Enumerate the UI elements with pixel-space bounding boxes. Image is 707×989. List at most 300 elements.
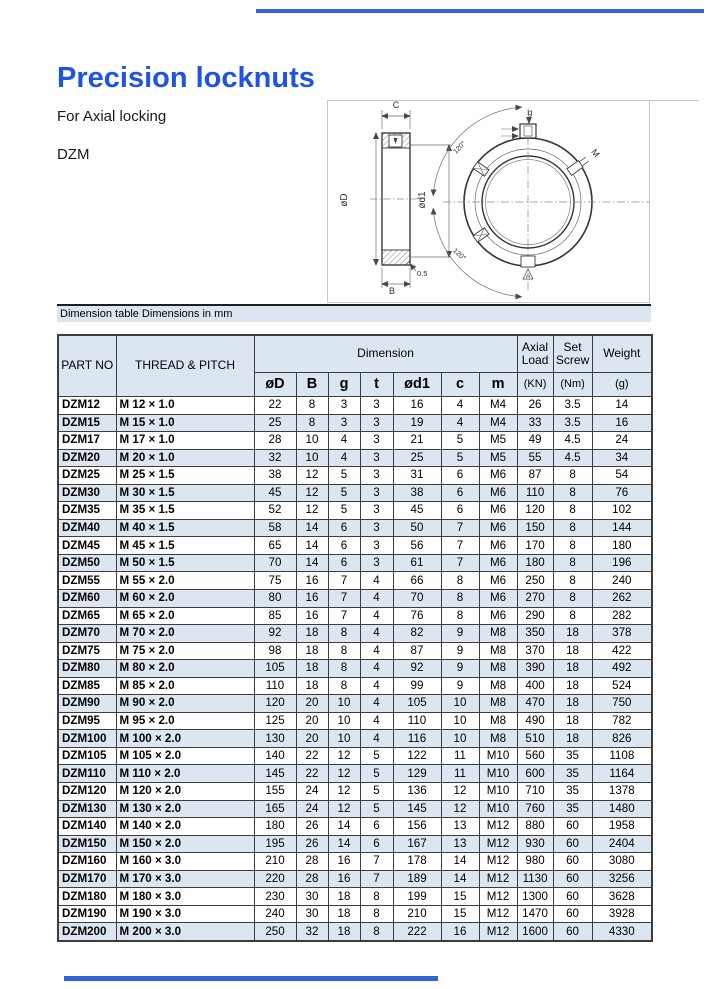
value-cell: 24 <box>592 432 652 450</box>
value-cell: 35 <box>553 765 592 783</box>
thread-pitch-cell: M 85 × 2.0 <box>116 677 254 695</box>
value-cell: 8 <box>553 607 592 625</box>
value-cell: M12 <box>479 888 517 906</box>
value-cell: 60 <box>553 835 592 853</box>
value-cell: 4 <box>441 414 479 432</box>
value-cell: 524 <box>592 677 652 695</box>
value-cell: 20 <box>296 730 328 748</box>
value-cell: 8 <box>360 905 393 923</box>
value-cell: 230 <box>254 888 296 906</box>
value-cell: 18 <box>553 642 592 660</box>
value-cell: 34 <box>592 449 652 467</box>
value-cell: 18 <box>296 642 328 660</box>
value-cell: 9 <box>441 642 479 660</box>
col-header-m: m <box>479 373 517 397</box>
value-cell: 26 <box>517 397 553 415</box>
value-cell: M5 <box>479 449 517 467</box>
value-cell: 930 <box>517 835 553 853</box>
value-cell: 250 <box>517 572 553 590</box>
value-cell: 240 <box>592 572 652 590</box>
thread-pitch-cell: M 110 × 2.0 <box>116 765 254 783</box>
thread-pitch-cell: M 105 × 2.0 <box>116 747 254 765</box>
value-cell: 6 <box>441 484 479 502</box>
value-cell: 19 <box>393 414 441 432</box>
value-cell: M8 <box>479 712 517 730</box>
value-cell: 490 <box>517 712 553 730</box>
value-cell: M6 <box>479 554 517 572</box>
value-cell: 470 <box>517 695 553 713</box>
value-cell: 220 <box>254 870 296 888</box>
dim-label-b: B <box>388 286 396 296</box>
value-cell: M8 <box>479 695 517 713</box>
value-cell: 70 <box>393 590 441 608</box>
value-cell: 8 <box>328 660 360 678</box>
value-cell: 20 <box>296 695 328 713</box>
value-cell: M5 <box>479 432 517 450</box>
value-cell: 4 <box>360 607 393 625</box>
value-cell: 11 <box>441 747 479 765</box>
part-no-cell: DZM80 <box>58 660 116 678</box>
value-cell: 6 <box>441 502 479 520</box>
thread-pitch-cell: M 160 × 3.0 <box>116 853 254 871</box>
value-cell: 5 <box>441 432 479 450</box>
value-cell: 4330 <box>592 923 652 941</box>
value-cell: 61 <box>393 554 441 572</box>
value-cell: 3 <box>360 414 393 432</box>
value-cell: 710 <box>517 783 553 801</box>
table-row <box>58 590 652 608</box>
value-cell: 1600 <box>517 923 553 941</box>
value-cell: 4.5 <box>553 432 592 450</box>
value-cell: 13 <box>441 835 479 853</box>
angle-label-upper: 120° <box>452 140 468 156</box>
value-cell: 5 <box>360 800 393 818</box>
table-row <box>58 923 652 941</box>
value-cell: 70 <box>254 554 296 572</box>
value-cell: 210 <box>393 905 441 923</box>
value-cell: 125 <box>254 712 296 730</box>
value-cell: 6 <box>360 818 393 836</box>
value-cell: 85 <box>254 607 296 625</box>
part-no-cell: DZM160 <box>58 853 116 871</box>
value-cell: 16 <box>296 572 328 590</box>
value-cell: 31 <box>393 467 441 485</box>
value-cell: 12 <box>441 783 479 801</box>
value-cell: 35 <box>553 800 592 818</box>
value-cell: 8 <box>553 537 592 555</box>
table-row <box>58 888 652 906</box>
col-unit-g: (g) <box>592 373 652 397</box>
value-cell: 7 <box>441 554 479 572</box>
value-cell: 3.5 <box>553 397 592 415</box>
dim-label-c: C <box>392 100 400 110</box>
part-no-cell: DZM190 <box>58 905 116 923</box>
value-cell: 3 <box>360 537 393 555</box>
value-cell: 105 <box>254 660 296 678</box>
value-cell: 38 <box>254 467 296 485</box>
value-cell: 4 <box>360 730 393 748</box>
value-cell: 58 <box>254 519 296 537</box>
value-cell: 87 <box>393 642 441 660</box>
part-no-cell: DZM12 <box>58 397 116 415</box>
value-cell: 14 <box>328 835 360 853</box>
value-cell: 12 <box>296 502 328 520</box>
value-cell: 98 <box>254 642 296 660</box>
thread-pitch-cell: M 30 × 1.5 <box>116 484 254 502</box>
value-cell: 4 <box>360 572 393 590</box>
value-cell: 8 <box>553 467 592 485</box>
value-cell: 760 <box>517 800 553 818</box>
value-cell: 5 <box>360 747 393 765</box>
value-cell: 8 <box>441 572 479 590</box>
drawing-frame-rule <box>650 100 699 101</box>
value-cell: 7 <box>328 572 360 590</box>
value-cell: 18 <box>328 923 360 941</box>
value-cell: 60 <box>553 870 592 888</box>
value-cell: 145 <box>254 765 296 783</box>
value-cell: 1470 <box>517 905 553 923</box>
table-row <box>58 449 652 467</box>
value-cell: 8 <box>553 502 592 520</box>
value-cell: 87 <box>517 467 553 485</box>
part-no-cell: DZM90 <box>58 695 116 713</box>
value-cell: 33 <box>517 414 553 432</box>
value-cell: 28 <box>296 853 328 871</box>
value-cell: 290 <box>517 607 553 625</box>
value-cell: 16 <box>296 607 328 625</box>
value-cell: 282 <box>592 607 652 625</box>
thread-pitch-cell: M 190 × 3.0 <box>116 905 254 923</box>
value-cell: 30 <box>296 905 328 923</box>
value-cell: 145 <box>393 800 441 818</box>
table-row <box>58 747 652 765</box>
col-header-oD: øD <box>254 373 296 397</box>
value-cell: 18 <box>296 660 328 678</box>
value-cell: 199 <box>393 888 441 906</box>
col-unit-nm: (Nm) <box>553 373 592 397</box>
value-cell: 16 <box>592 414 652 432</box>
value-cell: 782 <box>592 712 652 730</box>
value-cell: 55 <box>517 449 553 467</box>
value-cell: 8 <box>328 642 360 660</box>
value-cell: 8 <box>441 607 479 625</box>
thread-pitch-cell: M 15 × 1.0 <box>116 414 254 432</box>
value-cell: 165 <box>254 800 296 818</box>
technical-drawing <box>325 96 655 306</box>
value-cell: 8 <box>296 414 328 432</box>
value-cell: 370 <box>517 642 553 660</box>
value-cell: 5 <box>360 765 393 783</box>
value-cell: 3 <box>360 519 393 537</box>
part-no-cell: DZM25 <box>58 467 116 485</box>
value-cell: 25 <box>254 414 296 432</box>
value-cell: 92 <box>393 660 441 678</box>
value-cell: 750 <box>592 695 652 713</box>
header-rule <box>256 9 704 13</box>
part-no-cell: DZM50 <box>58 554 116 572</box>
thread-pitch-cell: M 90 × 2.0 <box>116 695 254 713</box>
value-cell: 560 <box>517 747 553 765</box>
thread-pitch-cell: M 55 × 2.0 <box>116 572 254 590</box>
part-no-cell: DZM140 <box>58 818 116 836</box>
value-cell: 3 <box>360 397 393 415</box>
value-cell: 18 <box>328 905 360 923</box>
value-cell: 8 <box>360 923 393 941</box>
value-cell: M10 <box>479 747 517 765</box>
value-cell: 20 <box>296 712 328 730</box>
part-no-cell: DZM170 <box>58 870 116 888</box>
value-cell: 5 <box>328 484 360 502</box>
value-cell: 120 <box>254 695 296 713</box>
part-no-cell: DZM15 <box>58 414 116 432</box>
table-row <box>58 853 652 871</box>
value-cell: M10 <box>479 765 517 783</box>
value-cell: M12 <box>479 835 517 853</box>
value-cell: 11 <box>441 765 479 783</box>
value-cell: 102 <box>592 502 652 520</box>
thread-pitch-cell: M 95 × 2.0 <box>116 712 254 730</box>
value-cell: 65 <box>254 537 296 555</box>
value-cell: 24 <box>296 800 328 818</box>
value-cell: M6 <box>479 607 517 625</box>
value-cell: 129 <box>393 765 441 783</box>
value-cell: 13 <box>441 818 479 836</box>
value-cell: 22 <box>296 765 328 783</box>
value-cell: 189 <box>393 870 441 888</box>
value-cell: 3 <box>328 414 360 432</box>
value-cell: 7 <box>328 607 360 625</box>
value-cell: 150 <box>517 519 553 537</box>
table-row <box>58 905 652 923</box>
value-cell: 12 <box>328 747 360 765</box>
front-view <box>443 108 649 292</box>
value-cell: 116 <box>393 730 441 748</box>
value-cell: M8 <box>479 660 517 678</box>
value-cell: 76 <box>393 607 441 625</box>
value-cell: 16 <box>328 853 360 871</box>
value-cell: M8 <box>479 625 517 643</box>
table-row <box>58 800 652 818</box>
value-cell: 16 <box>441 923 479 941</box>
value-cell: M12 <box>479 870 517 888</box>
value-cell: 4 <box>360 625 393 643</box>
value-cell: 35 <box>553 783 592 801</box>
value-cell: 492 <box>592 660 652 678</box>
part-no-cell: DZM110 <box>58 765 116 783</box>
value-cell: 390 <box>517 660 553 678</box>
value-cell: 110 <box>393 712 441 730</box>
value-cell: 120 <box>517 502 553 520</box>
value-cell: 5 <box>441 449 479 467</box>
col-header-axial-load: Axial Load <box>517 335 553 373</box>
table-row <box>58 625 652 643</box>
value-cell: 18 <box>553 730 592 748</box>
thread-pitch-cell: M 130 × 2.0 <box>116 800 254 818</box>
thread-pitch-cell: M 70 × 2.0 <box>116 625 254 643</box>
part-no-cell: DZM20 <box>58 449 116 467</box>
table-row <box>58 835 652 853</box>
value-cell: 9 <box>441 625 479 643</box>
value-cell: 35 <box>553 747 592 765</box>
value-cell: 8 <box>441 590 479 608</box>
value-cell: M12 <box>479 853 517 871</box>
value-cell: 24 <box>296 783 328 801</box>
value-cell: 16 <box>328 870 360 888</box>
part-no-cell: DZM120 <box>58 783 116 801</box>
value-cell: 6 <box>328 537 360 555</box>
value-cell: 22 <box>254 397 296 415</box>
table-row <box>58 712 652 730</box>
series-code: DZM <box>57 146 90 163</box>
value-cell: 3 <box>360 484 393 502</box>
thread-pitch-cell: M 65 × 2.0 <box>116 607 254 625</box>
value-cell: 3 <box>360 467 393 485</box>
value-cell: 12 <box>328 800 360 818</box>
thread-pitch-cell: M 75 × 2.0 <box>116 642 254 660</box>
part-no-cell: DZM180 <box>58 888 116 906</box>
value-cell: 510 <box>517 730 553 748</box>
thread-pitch-cell: M 25 × 1.5 <box>116 467 254 485</box>
value-cell: M6 <box>479 502 517 520</box>
value-cell: M4 <box>479 414 517 432</box>
dimension-table-wrap <box>57 334 653 942</box>
value-cell: 10 <box>296 432 328 450</box>
part-no-cell: DZM60 <box>58 590 116 608</box>
value-cell: M6 <box>479 484 517 502</box>
value-cell: 170 <box>517 537 553 555</box>
value-cell: 12 <box>296 467 328 485</box>
col-header-weight: Weight <box>592 335 652 373</box>
value-cell: 4 <box>328 449 360 467</box>
thread-pitch-cell: M 60 × 2.0 <box>116 590 254 608</box>
value-cell: 6 <box>328 519 360 537</box>
col-header-od1: ød1 <box>393 373 441 397</box>
value-cell: 22 <box>296 747 328 765</box>
value-cell: 18 <box>553 695 592 713</box>
value-cell: 422 <box>592 642 652 660</box>
table-row <box>58 695 652 713</box>
value-cell: 14 <box>441 853 479 871</box>
table-row <box>58 607 652 625</box>
value-cell: 10 <box>328 730 360 748</box>
thread-pitch-cell: M 180 × 3.0 <box>116 888 254 906</box>
value-cell: 110 <box>517 484 553 502</box>
value-cell: 54 <box>592 467 652 485</box>
value-cell: 26 <box>296 835 328 853</box>
table-row <box>58 484 652 502</box>
value-cell: 10 <box>441 730 479 748</box>
part-no-cell: DZM17 <box>58 432 116 450</box>
value-cell: 60 <box>553 923 592 941</box>
thread-pitch-cell: M 50 × 1.5 <box>116 554 254 572</box>
value-cell: 10 <box>441 695 479 713</box>
value-cell: 195 <box>254 835 296 853</box>
value-cell: 32 <box>254 449 296 467</box>
thread-pitch-cell: M 45 × 1.5 <box>116 537 254 555</box>
col-header-c: c <box>441 373 479 397</box>
value-cell: 1378 <box>592 783 652 801</box>
table-row <box>58 730 652 748</box>
value-cell: 180 <box>517 554 553 572</box>
thread-pitch-cell: M 40 × 1.5 <box>116 519 254 537</box>
value-cell: 400 <box>517 677 553 695</box>
value-cell: M6 <box>479 519 517 537</box>
value-cell: 4 <box>360 677 393 695</box>
value-cell: 18 <box>553 677 592 695</box>
dim-label-g: g <box>527 107 533 117</box>
part-no-cell: DZM70 <box>58 625 116 643</box>
value-cell: 45 <box>254 484 296 502</box>
value-cell: 262 <box>592 590 652 608</box>
value-cell: 15 <box>441 888 479 906</box>
value-cell: 25 <box>393 449 441 467</box>
part-no-cell: DZM150 <box>58 835 116 853</box>
dim-label-m: M <box>589 147 602 160</box>
value-cell: 9 <box>441 660 479 678</box>
value-cell: 28 <box>254 432 296 450</box>
value-cell: 76 <box>592 484 652 502</box>
value-cell: 60 <box>553 853 592 871</box>
value-cell: 1130 <box>517 870 553 888</box>
part-no-cell: DZM100 <box>58 730 116 748</box>
value-cell: 8 <box>296 397 328 415</box>
dim-label-od1: ød1 <box>417 191 428 209</box>
value-cell: 66 <box>393 572 441 590</box>
value-cell: 105 <box>393 695 441 713</box>
value-cell: 18 <box>296 677 328 695</box>
value-cell: 8 <box>553 519 592 537</box>
thread-pitch-cell: M 150 × 2.0 <box>116 835 254 853</box>
value-cell: 4 <box>360 695 393 713</box>
part-no-cell: DZM130 <box>58 800 116 818</box>
footer-rule <box>64 976 438 981</box>
value-cell: M12 <box>479 923 517 941</box>
value-cell: 8 <box>328 625 360 643</box>
col-header-dimension: Dimension <box>254 335 517 373</box>
part-no-cell: DZM45 <box>58 537 116 555</box>
value-cell: M6 <box>479 590 517 608</box>
value-cell: 156 <box>393 818 441 836</box>
value-cell: 8 <box>553 554 592 572</box>
table-row <box>58 414 652 432</box>
table-row <box>58 642 652 660</box>
value-cell: 18 <box>553 660 592 678</box>
value-cell: 92 <box>254 625 296 643</box>
value-cell: 155 <box>254 783 296 801</box>
value-cell: 4.5 <box>553 449 592 467</box>
col-unit-kn: (KN) <box>517 373 553 397</box>
thread-pitch-cell: M 80 × 2.0 <box>116 660 254 678</box>
value-cell: 6 <box>328 554 360 572</box>
value-cell: 99 <box>393 677 441 695</box>
value-cell: 56 <box>393 537 441 555</box>
value-cell: 2404 <box>592 835 652 853</box>
thread-pitch-cell: M 17 × 1.0 <box>116 432 254 450</box>
table-row <box>58 870 652 888</box>
thread-pitch-cell: M 120 × 2.0 <box>116 783 254 801</box>
value-cell: 16 <box>393 397 441 415</box>
value-cell: 18 <box>296 625 328 643</box>
value-cell: 60 <box>553 905 592 923</box>
thread-pitch-cell: M 140 × 2.0 <box>116 818 254 836</box>
value-cell: 5 <box>360 783 393 801</box>
table-row <box>58 554 652 572</box>
value-cell: M8 <box>479 730 517 748</box>
value-cell: 167 <box>393 835 441 853</box>
value-cell: 30 <box>296 888 328 906</box>
table-row <box>58 397 652 415</box>
value-cell: 60 <box>553 888 592 906</box>
